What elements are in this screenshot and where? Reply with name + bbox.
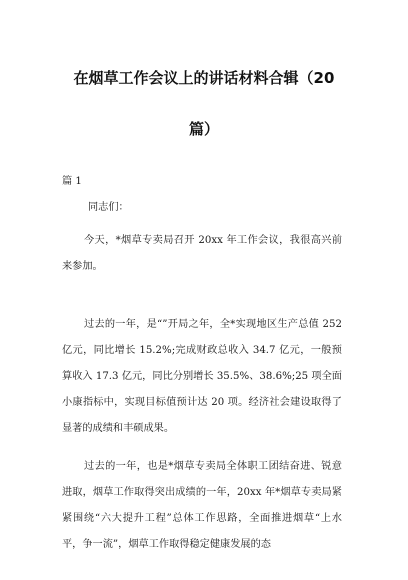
paragraph: 过去的一年，也是*烟草专卖局全体职工团结奋进、锐意进取，烟草工作取得突出成绩的一年，20xx 年*烟草专卖局紧紧围绕“六大提升工程”总体工作思路，全面推进烟草“上水平，争一流”，烟草工作取得稳定健康发展的态	[62, 461, 342, 550]
salutation: 同志们：	[88, 202, 129, 213]
paragraph: 今天，*烟草专卖局召开 20xx 年工作会议，我很高兴前来参加。	[62, 235, 342, 272]
document-title-line-1: 在烟草工作会议上的讲话材料合辑（20	[73, 69, 335, 87]
document-title-line-2: 篇）	[188, 120, 219, 138]
paragraph: 过去的一年，是“”开局之年，全*实现地区生产总值 252 亿元，同比增长 15.2%;完成财政总收入 34.7 亿元，一般预算收入 17.3 亿元，同比分别增长 35.5%、38.6%;25 项全面小康指标中，实现目标值预计达 20 项。经济社会建设取得了显著的成绩和丰硕成果。	[62, 319, 342, 434]
section-label: 篇 1	[62, 176, 82, 187]
